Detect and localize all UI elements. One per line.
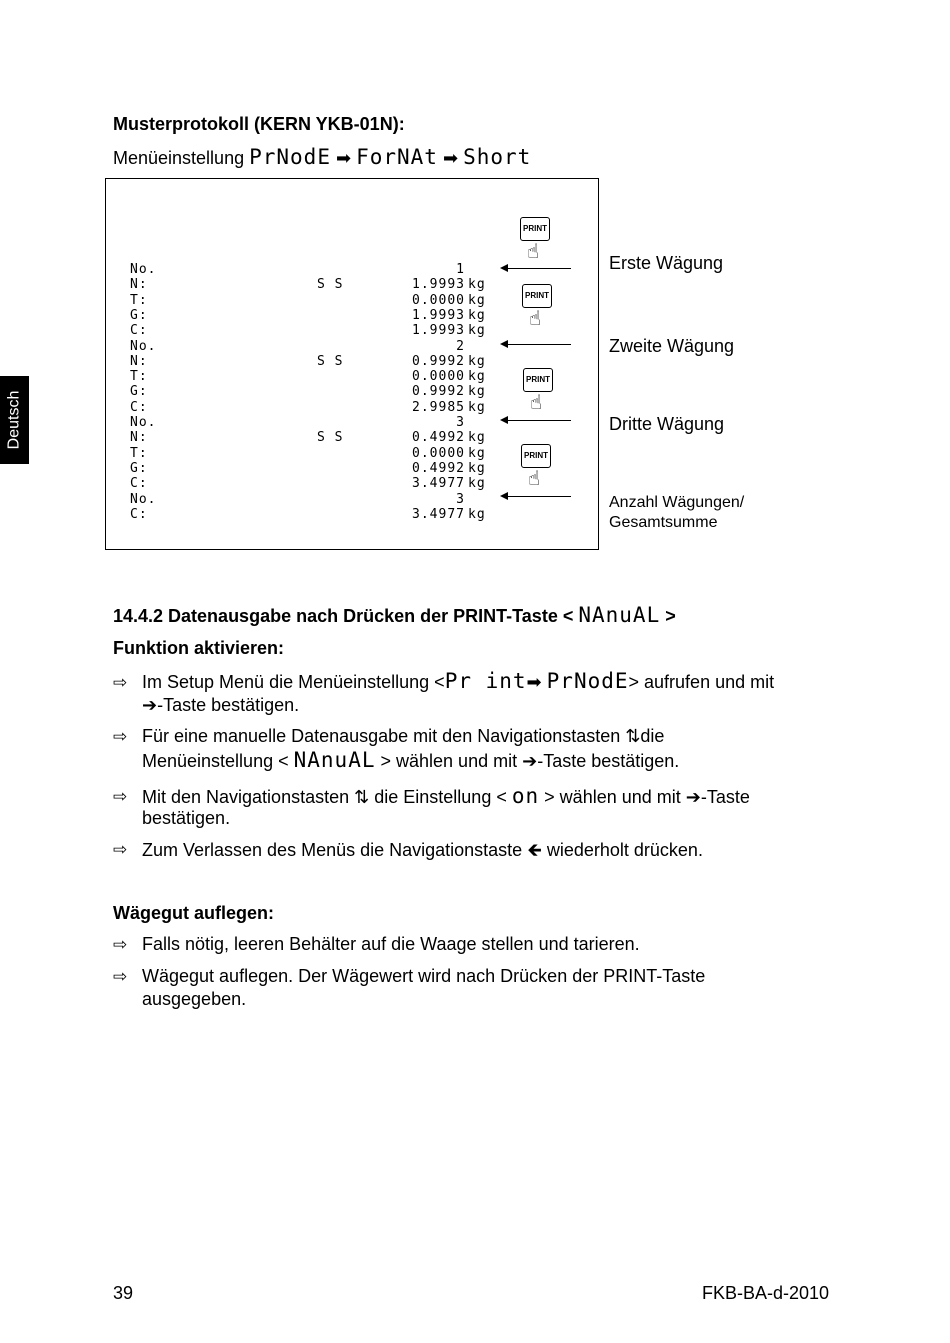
printout-key: No. (130, 338, 157, 354)
printout-value: 1.9993 (412, 307, 465, 323)
arrow-right-icon: ➡ (335, 148, 352, 168)
printout-key: T: (130, 369, 148, 385)
callout-second-weighing: Zweite Wägung (609, 336, 735, 356)
printout-line (130, 492, 500, 507)
printout-key: G: (130, 460, 148, 476)
step-6-line-2: ausgegeben. (142, 989, 247, 1009)
printout-key: T: (130, 292, 148, 308)
section-heading (113, 604, 676, 627)
printout-line (130, 476, 500, 491)
menu-setting-lcd-1: PrNodE (249, 145, 331, 169)
step-2-line-1 (142, 725, 832, 747)
step-3-line-1 (142, 785, 832, 808)
printout-key: N: (130, 353, 148, 369)
step-1-line-1 (142, 670, 832, 693)
printout-value: 0.0000 (412, 445, 465, 461)
printout-key: T: (130, 445, 148, 461)
printout-stable-sign: S S (317, 430, 344, 446)
printout-unit: kg (468, 476, 486, 492)
menu-setting-label: Menüeinstellung (113, 148, 245, 168)
printout-unit: kg (468, 353, 486, 369)
callout-arrow-line (506, 344, 571, 345)
printout-key: No. (130, 262, 157, 277)
step-3-lcd: on (511, 784, 540, 808)
callout-total-line-2: Gesamtsumme (609, 514, 718, 531)
hand-press-icon: ☝ (530, 392, 543, 414)
language-tab (0, 376, 29, 464)
section-heading-close: > (665, 606, 676, 626)
callout-first-weighing: Erste Wägung (609, 253, 724, 273)
printout-line (130, 262, 500, 277)
section-heading-lcd: NAnuAL (578, 603, 661, 627)
step-3-line-2: bestätigen. (142, 808, 231, 828)
printout-value: 3 (456, 415, 465, 430)
printout-unit: kg (468, 323, 486, 339)
printout-line (130, 277, 500, 292)
callout-arrow-line (506, 268, 571, 269)
step-3-post: > wählen und mit (544, 787, 681, 807)
hand-press-icon: ☝ (529, 308, 542, 330)
step-4-line-1 (142, 839, 832, 861)
printout-key: C: (130, 323, 148, 339)
step-2-line-2 (142, 749, 832, 772)
bullet-arrow-icon: ⇨ (113, 840, 128, 859)
arrow-right-icon: ➔ (685, 787, 701, 807)
printout-unit: kg (468, 430, 486, 446)
document-id: FKB-BA-d-2010 (702, 1283, 830, 1303)
step-6-line-1: Wägegut auflegen. Der Wägewert wird nach Drücken der PRINT-Taste (142, 966, 706, 986)
printout-line (130, 415, 500, 430)
printout-unit: kg (468, 445, 486, 461)
hand-press-icon: ☝ (528, 468, 541, 490)
step-3-post2: -Taste (700, 787, 750, 807)
printout-line (130, 384, 500, 399)
printout-key: C: (130, 476, 148, 492)
printout-line (130, 354, 500, 369)
printout-value: 2.9985 (412, 399, 465, 415)
callout-total-line-1: Anzahl Wägungen/ (609, 494, 745, 511)
printout-unit: kg (468, 506, 486, 522)
printout-unit: kg (468, 384, 486, 400)
activate-heading: Funktion aktivieren: (113, 638, 285, 658)
section-heading-text: 14.4.2 Datenausgabe nach Drücken der PRINT-Taste < (113, 606, 574, 626)
load-heading: Wägegut auflegen: (113, 903, 274, 923)
bullet-arrow-icon: ⇨ (113, 787, 128, 806)
printout-unit: kg (468, 277, 486, 293)
printout-key: C: (130, 506, 148, 522)
print-key-label: PRINT (522, 284, 552, 308)
step-2-line-1b: die (640, 726, 665, 746)
printout-line (130, 430, 500, 445)
printout-value: 0.4992 (412, 460, 465, 476)
print-key-label: PRINT (521, 444, 551, 468)
step-1-lcd-2: PrNodE (546, 669, 629, 693)
arrow-right-icon: ➡ (442, 148, 459, 168)
print-button-2 (522, 284, 552, 340)
printout-key: No. (130, 491, 157, 507)
bullet-arrow-icon: ⇨ (113, 727, 128, 746)
printout-line (130, 339, 500, 354)
callout-third-weighing: Dritte Wägung (609, 414, 725, 434)
step-1-post: > aufrufen und mit (628, 672, 775, 692)
printout-value: 1.9993 (412, 277, 465, 293)
step-5-line-1: Falls nötig, leeren Behälter auf die Waage stellen und tarieren. (142, 934, 640, 954)
menu-setting-lcd-2: ForNAt (356, 145, 438, 169)
printout-line (130, 507, 500, 522)
printout-stable-sign: S S (317, 277, 344, 293)
print-key-label: PRINT (520, 217, 550, 241)
printout-key: No. (130, 415, 157, 430)
printout-stable-sign: S S (317, 353, 344, 369)
printout-line (130, 308, 500, 323)
step-2-line-1-text: Für eine manuelle Datenausgabe mit den Navigationstasten (142, 726, 621, 746)
step-4-post: wiederholt drücken. (546, 840, 703, 860)
step-2-post2: -Taste bestätigen. (537, 751, 680, 771)
printout-value: 0.0000 (412, 292, 465, 308)
menu-setting-line (113, 146, 531, 169)
callout-arrow-line (506, 496, 571, 497)
printout-unit: kg (468, 292, 486, 308)
menu-setting-lcd-3: Short (463, 145, 532, 169)
step-3-mid: die Einstellung < (374, 787, 507, 807)
printout-unit: kg (468, 369, 486, 385)
hand-press-icon: ☝ (527, 241, 540, 263)
printout-line (130, 323, 500, 338)
arrow-left-icon: 🡸 (527, 840, 542, 860)
protocol-heading: Musterprotokoll (KERN YKB-01N): (113, 114, 405, 134)
printout-key: C: (130, 399, 148, 415)
printout-line (130, 293, 500, 308)
step-1-line-2 (142, 694, 832, 716)
printout-value: 3 (456, 491, 465, 507)
printout-line (130, 446, 500, 461)
printout-unit: kg (468, 307, 486, 323)
printout-unit: kg (468, 460, 486, 476)
arrow-right-icon: ➔ (522, 751, 538, 771)
bullet-arrow-icon: ⇨ (113, 673, 128, 692)
bullet-arrow-icon: ⇨ (113, 935, 128, 954)
step-1-pre: Im Setup Menü die Menüeinstellung < (142, 672, 445, 692)
print-button-1 (520, 217, 550, 273)
printout-key: N: (130, 430, 148, 446)
printout-line (130, 400, 500, 415)
arrow-right-icon: ➔ (142, 695, 158, 715)
step-4-pre: Zum Verlassen des Menüs die Navigationstaste (142, 840, 523, 860)
printout-key: G: (130, 307, 148, 323)
step-3-pre: Mit den Navigationstasten (142, 787, 350, 807)
printout-value: 3.4977 (412, 506, 465, 522)
up-down-arrows-icon: ⇅ (354, 787, 370, 807)
arrow-right-icon: ➡ (526, 672, 542, 692)
language-tab-label: Deutsch (5, 390, 23, 450)
callout-arrow-line (506, 420, 571, 421)
print-button-3 (523, 368, 553, 424)
printout-value: 0.4992 (412, 430, 465, 446)
step-2-pre: Menüeinstellung < (142, 751, 289, 771)
printout-key: N: (130, 277, 148, 293)
print-button-4 (521, 444, 551, 500)
printout-key: G: (130, 384, 148, 400)
arrow-left-icon (500, 264, 508, 272)
print-key-label: PRINT (523, 368, 553, 392)
printout-unit: kg (468, 399, 486, 415)
arrow-left-icon (500, 340, 508, 348)
printout-value: 0.0000 (412, 369, 465, 385)
step-2-post: > wählen und mit (380, 751, 518, 771)
up-down-arrows-icon: ⇅ (625, 726, 641, 746)
printout-value: 2 (456, 338, 465, 354)
printout-value: 0.9992 (412, 384, 465, 400)
printout-line (130, 461, 500, 476)
arrow-left-icon (500, 416, 508, 424)
printout-value: 1 (456, 262, 465, 277)
step-1-lcd-1: Pr int (444, 669, 527, 693)
printout-value: 3.4977 (412, 476, 465, 492)
printout-value: 0.9992 (412, 353, 465, 369)
arrow-left-icon (500, 492, 508, 500)
bullet-arrow-icon: ⇨ (113, 967, 128, 986)
page-number: 39 (113, 1283, 134, 1303)
step-1-line-2-text: -Taste bestätigen. (157, 695, 300, 715)
step-2-lcd: NAnuAL (293, 748, 376, 772)
printout-line (130, 369, 500, 384)
printout-value: 1.9993 (412, 323, 465, 339)
